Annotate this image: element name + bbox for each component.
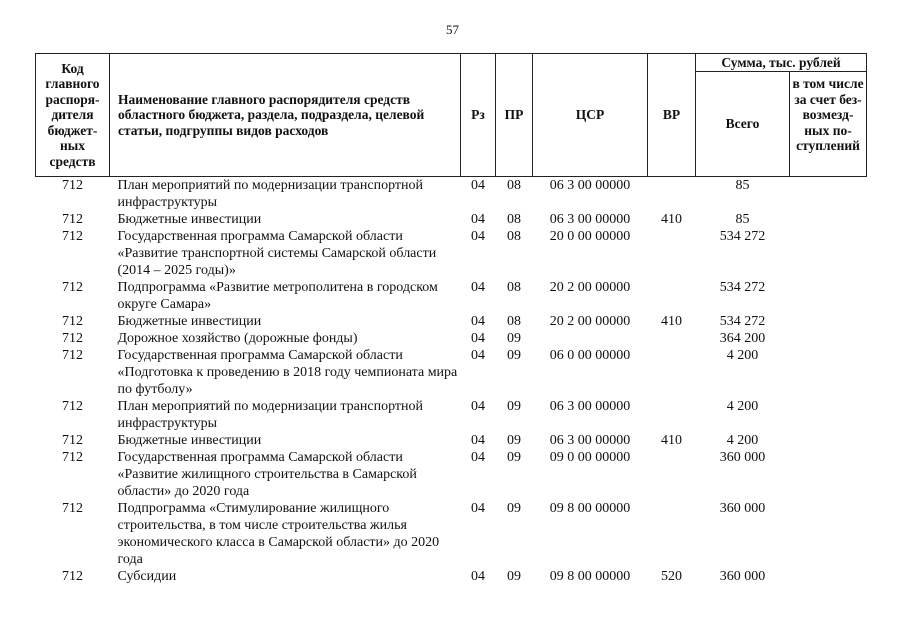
cell-vr: 520: [661, 569, 682, 584]
cell-name: Бюджетные инвестиции: [117, 314, 262, 329]
cell-name: Субсидии: [117, 569, 177, 584]
cell-pr: 09: [507, 348, 521, 363]
cell-rz: 04: [471, 178, 485, 193]
cell-code: 712: [62, 450, 83, 465]
cell-total: 534 272: [719, 229, 766, 244]
cell-rz: 04: [471, 569, 485, 584]
cell-csr: 06 3 00 00000: [549, 212, 631, 227]
cell-vr: 410: [661, 314, 682, 329]
cell-pr: 08: [507, 212, 521, 227]
table-row: [36, 228, 867, 279]
cell-total: 364 200: [719, 331, 766, 346]
cell-name: Бюджетные инвестиции: [117, 433, 262, 448]
cell-free: [790, 347, 867, 398]
cell-code: 712: [62, 212, 83, 227]
cell-free: [790, 500, 867, 568]
cell-free: [790, 432, 867, 449]
cell-rz: 04: [471, 348, 485, 363]
cell-free: [790, 398, 867, 432]
header-free: в том числе за счет без-возмезд-ных по-ступлений: [790, 72, 867, 177]
cell-vr: [648, 279, 696, 313]
cell-pr: 08: [507, 178, 521, 193]
table-row: [36, 330, 867, 347]
cell-free: [790, 449, 867, 500]
header-rz: Рз: [461, 54, 496, 177]
cell-rz: 04: [471, 280, 485, 295]
cell-vr: [648, 177, 696, 212]
cell-name: Подпрограмма «Стимулирование жилищного строительства, в том числе строительства жилья экономического класса в Самарской области» до 2020 года: [117, 501, 440, 567]
cell-total: 4 200: [726, 399, 759, 414]
cell-name: Подпрограмма «Развитие метрополитена в городском округе Самара»: [117, 280, 438, 312]
cell-code: 712: [62, 229, 83, 244]
cell-csr: 06 3 00 00000: [549, 178, 631, 193]
table-row: [36, 211, 867, 228]
table-row: [36, 347, 867, 398]
header-code: Код главного распоря-дителя бюджет-ных средств: [36, 54, 110, 177]
cell-pr: 09: [507, 331, 521, 346]
cell-csr: 20 0 00 00000: [549, 229, 631, 244]
cell-code: 712: [62, 399, 83, 414]
table-row: [36, 398, 867, 432]
cell-total: 534 272: [719, 280, 766, 295]
cell-rz: 04: [471, 501, 485, 516]
header-total: Всего: [696, 72, 790, 177]
cell-total: 4 200: [726, 348, 759, 363]
cell-pr: 09: [507, 569, 521, 584]
page-number: 57: [446, 22, 459, 37]
cell-code: 712: [62, 569, 83, 584]
cell-code: 712: [62, 501, 83, 516]
cell-rz: 04: [471, 433, 485, 448]
table-row: [36, 177, 867, 212]
table-row: [36, 313, 867, 330]
cell-code: 712: [62, 433, 83, 448]
cell-name: Государственная программа Самарской области «Развитие транспортной системы Самарской области (2014 – 2025 годы)»: [117, 229, 437, 278]
table-header: [36, 54, 867, 177]
table-row: [36, 449, 867, 500]
cell-vr: 410: [661, 433, 682, 448]
cell-vr: [648, 500, 696, 568]
cell-total: 4 200: [726, 433, 759, 448]
cell-rz: 04: [471, 314, 485, 329]
cell-free: [790, 228, 867, 279]
table-row: [36, 568, 867, 585]
cell-total: 534 272: [719, 314, 766, 329]
header-name: Наименование главного распорядителя средств областного бюджета, раздела, подраздела, целевой статьи, подгруппы видов расходов: [110, 54, 461, 177]
cell-csr: 20 2 00 00000: [549, 280, 631, 295]
cell-csr: 06 3 00 00000: [549, 399, 631, 414]
cell-csr: 06 0 00 00000: [549, 348, 631, 363]
table-row: [36, 432, 867, 449]
cell-rz: 04: [471, 331, 485, 346]
header-pr: ПР: [496, 54, 533, 177]
cell-pr: 09: [507, 501, 521, 516]
cell-total: 360 000: [719, 569, 766, 584]
cell-total: 360 000: [719, 501, 766, 516]
cell-csr: 09 0 00 00000: [549, 450, 631, 465]
cell-free: [790, 568, 867, 585]
cell-pr: 08: [507, 229, 521, 244]
cell-rz: 04: [471, 229, 485, 244]
cell-vr: [648, 449, 696, 500]
cell-pr: 09: [507, 433, 521, 448]
cell-free: [790, 330, 867, 347]
cell-csr: [533, 330, 648, 347]
cell-total: 360 000: [719, 450, 766, 465]
cell-code: 712: [62, 331, 83, 346]
budget-table: [35, 53, 867, 585]
cell-code: 712: [62, 348, 83, 363]
cell-name: Дорожное хозяйство (дорожные фонды): [117, 331, 358, 346]
cell-pr: 09: [507, 399, 521, 414]
cell-csr: 09 8 00 00000: [549, 569, 631, 584]
cell-pr: 08: [507, 280, 521, 295]
cell-code: 712: [62, 280, 83, 295]
cell-vr: [648, 228, 696, 279]
table-body: [36, 177, 867, 586]
cell-name: План мероприятий по модернизации транспортной инфраструктуры: [117, 399, 424, 431]
cell-csr: 06 3 00 00000: [549, 433, 631, 448]
cell-code: 712: [62, 314, 83, 329]
cell-name: План мероприятий по модернизации транспортной инфраструктуры: [117, 178, 424, 210]
cell-free: [790, 313, 867, 330]
cell-vr: [648, 330, 696, 347]
cell-rz: 04: [471, 212, 485, 227]
cell-code: 712: [62, 178, 83, 193]
table-row: [36, 279, 867, 313]
table-row: [36, 500, 867, 568]
cell-name: Государственная программа Самарской области «Подготовка к проведению в 2018 году чемпионата мира по футболу»: [117, 348, 458, 397]
cell-vr: [648, 347, 696, 398]
cell-free: [790, 211, 867, 228]
cell-total: 85: [735, 178, 750, 193]
header-vr: ВР: [648, 54, 696, 177]
header-csr: ЦСР: [533, 54, 648, 177]
cell-rz: 04: [471, 450, 485, 465]
cell-vr: [648, 398, 696, 432]
cell-total: 85: [735, 212, 750, 227]
cell-csr: 09 8 00 00000: [549, 501, 631, 516]
cell-pr: 08: [507, 314, 521, 329]
cell-free: [790, 279, 867, 313]
cell-rz: 04: [471, 399, 485, 414]
cell-csr: 20 2 00 00000: [549, 314, 631, 329]
cell-pr: 09: [507, 450, 521, 465]
header-sum: Сумма, тыс. рублей: [696, 54, 867, 72]
cell-vr: 410: [661, 212, 682, 227]
cell-name: Государственная программа Самарской области «Развитие жилищного строительства в Самарской области» до 2020 года: [117, 450, 417, 499]
cell-free: [790, 177, 867, 212]
cell-name: Бюджетные инвестиции: [117, 212, 262, 227]
